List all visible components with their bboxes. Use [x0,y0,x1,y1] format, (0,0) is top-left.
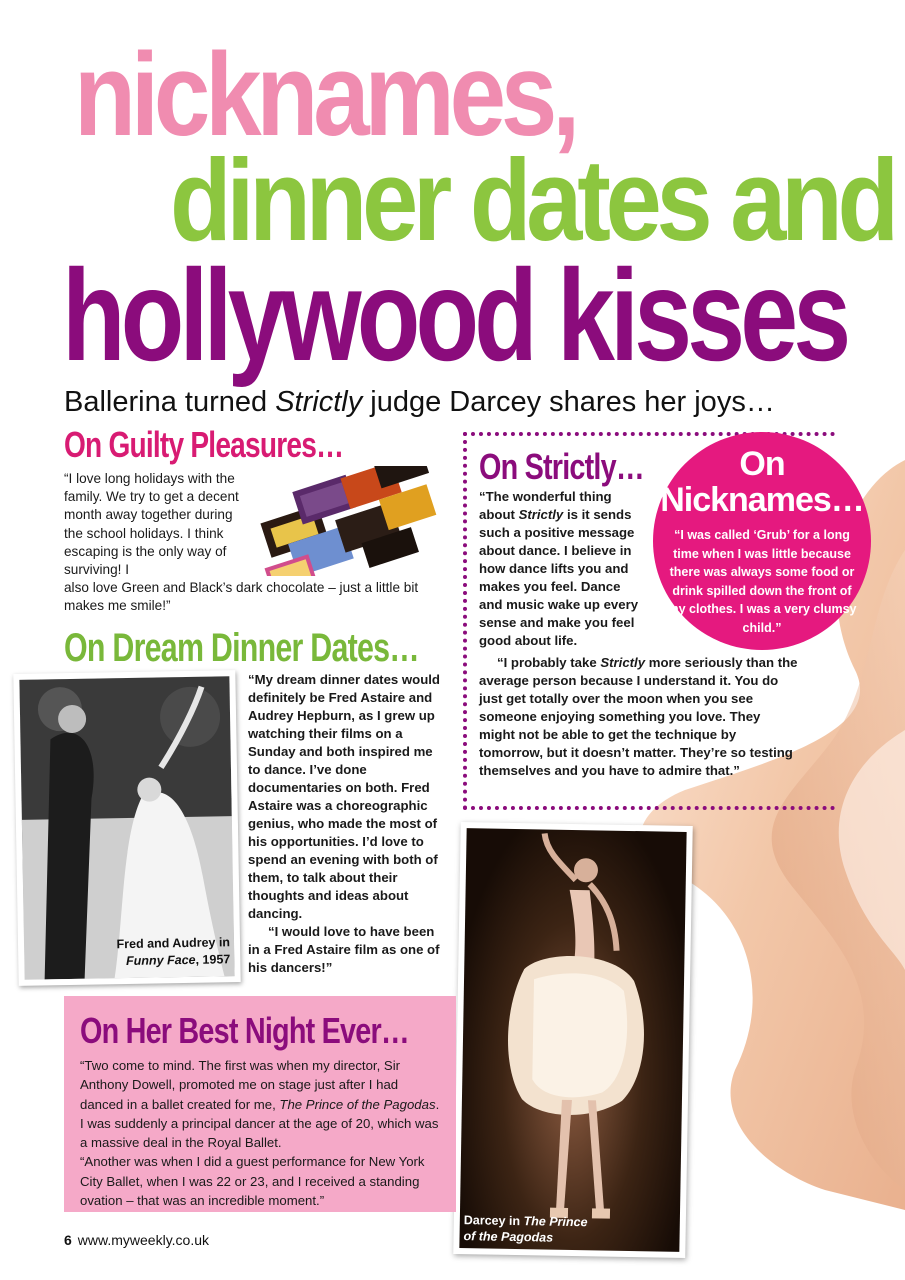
guilty-pleasures-text-continued: also love Green and Black’s dark chocolate – just a little bit makes me smile!” [64,580,419,614]
best-night-paragraph-2: “Another was when I did a guest performance for New York City Ballet, when I was 22 or 23, and I received a standing ovation – that was an incredible moment.” [80,1154,425,1209]
best-night-title: On Her Best Night Ever… [80,1010,409,1051]
fred-and-audrey-caption: Fred and Audrey in Funny Face, 1957 [116,935,231,969]
standfirst: Ballerina turned Strictly judge Darcey shares her joys… [64,386,775,418]
chocolate-bars-image [244,466,454,576]
page-footer [64,1232,209,1248]
ballet-photo [453,822,693,1258]
ballet-caption: Darcey in The Prince of the Pagodas [463,1213,588,1245]
page-number: 6 [64,1232,72,1248]
nicknames-title: On Nicknames… [660,445,864,519]
fred-and-audrey-photo [13,670,240,986]
nicknames-circle [653,432,871,650]
website-url: www.myweekly.co.uk [77,1232,210,1248]
guilty-pleasures-title: On Guilty Pleasures… [64,424,344,465]
best-night-paragraph-1: “Two come to mind. The first was when my director, Sir Anthony Dowell, promoted me on stage just after I had danced in a ballet created for me, The Prince of the Pagodas. I was suddenly a principal dancer at the age of 20, which was a massive deal in the Royal Ballet. [80,1058,440,1151]
best-night-text [80,1056,444,1210]
strictly-text: “The wonderful thing about Strictly is it sends such a positive message about dance. I believe in how dance lifts you and makes you feel. Dance and music wake up every sense and make you feel good about life. [479,489,639,648]
dream-dinner-text: “My dream dinner dates would definitely be Fred Astaire and Audrey Hepburn, as I grew up watching their films on a Sunday and both inspired me to dance. I’ve done documentaries on both. Fred Astaire was a choreographic genius, who made the most of his opportunities. I’d love to spend an evening with both of them, to talk about their thoughts and ideas about dancing. “I would love to have been in a Fred Astaire film as one of his dancers!” [248,672,440,975]
headline-line-1: nicknames, [74,29,576,161]
headline-line-2: dinner dates and [170,135,894,265]
nicknames-text: “I was called ‘Grub’ for a long time when I was little because there was always some food or drink spilled down the front of my clothes. I was a very clumsy child.” [667,528,857,635]
dream-dinner-title: On Dream Dinner Dates… [64,626,419,670]
strictly-title: On Strictly… [479,446,644,487]
strictly-text-continued: “I probably take Strictly more seriously than the average person because I understand it. You do just get totally over the moon when you see someone enjoying something you love. They might not be able to get the technique by tomorrow, but it doesn’t matter. They’re so testing themselves and you have to admire that.” [479,655,798,778]
guilty-pleasures-text: “I love long holidays with the family. We try to get a decent month away together during the school holidays. I think escaping is the only way of surviving! I [64,471,239,578]
ballet-image [459,828,686,1252]
headline-line-3: hollywood kisses [62,242,847,388]
